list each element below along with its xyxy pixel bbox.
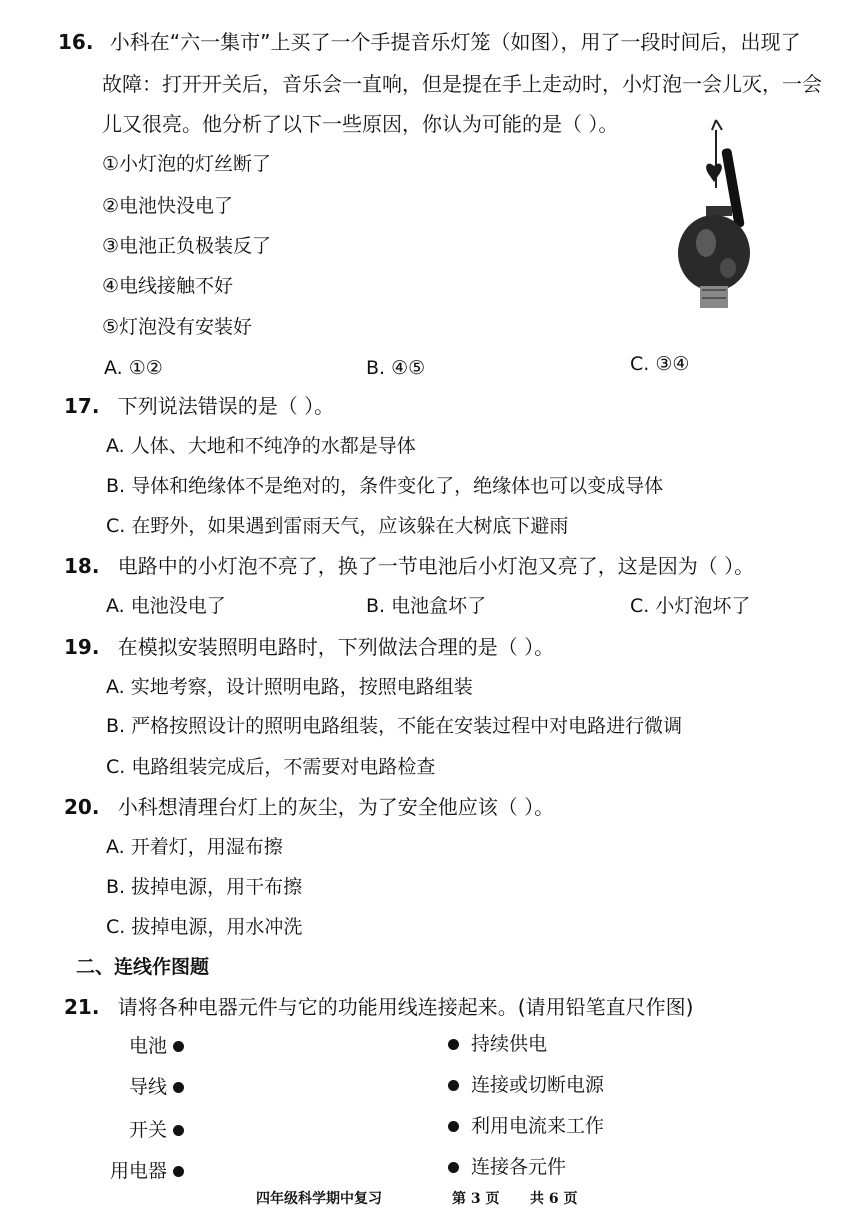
question-20-text: 小科想清理台灯上的灰尘，为了安全他应该（ ）。 [117, 795, 555, 819]
question-17-text: 下列说法错误的是（ ）。 [117, 394, 335, 418]
question-20-option-b[interactable]: B. 拔掉电源，用干布擦 [106, 876, 303, 898]
connect-dot[interactable] [448, 1039, 459, 1050]
function-item [448, 1153, 566, 1181]
question-16-option-b[interactable]: B. ④⑤ [366, 357, 426, 379]
question-20-option-c[interactable]: C. 拔掉电源，用水冲洗 [106, 916, 303, 938]
question-16-option-a[interactable]: A. ①② [104, 357, 163, 379]
question-17-option-a[interactable]: A. 人体、大地和不纯净的水都是导体 [106, 435, 416, 457]
function-item [448, 1071, 604, 1099]
component-item [64, 1116, 184, 1144]
component-item [64, 1157, 184, 1185]
function-item [448, 1030, 547, 1058]
question-16-text-1: 小科在“六一集市”上买了一个手提音乐灯笼（如图），用了一段时间后，出现了 [109, 30, 801, 54]
question-19-option-c[interactable]: C. 电路组装完成后，不需要对电路检查 [106, 756, 436, 778]
question-18-option-b[interactable]: B. 电池盒坏了 [366, 595, 487, 617]
question-21-text: 请将各种电器元件与它的功能用线连接起来。(请用铅笔直尺作图) [117, 995, 694, 1019]
reason-2: ②电池快没电了 [102, 195, 234, 217]
question-19-number: 19. [64, 635, 100, 659]
question-18-number: 18. [64, 554, 100, 578]
component-item [64, 1073, 184, 1101]
question-21-number: 21. [64, 995, 100, 1019]
component-label: 导线 [128, 1076, 167, 1098]
question-17-option-c[interactable]: C. 在野外，如果遇到雷雨天气，应该躲在大树底下避雨 [106, 515, 569, 537]
function-label: 连接各元件 [471, 1156, 567, 1178]
question-19 [64, 633, 554, 661]
question-16-number: 16. [58, 30, 94, 54]
question-17 [64, 392, 334, 420]
question-18-option-a[interactable]: A. 电池没电了 [106, 595, 226, 617]
question-21 [64, 993, 693, 1021]
question-18 [64, 552, 754, 580]
reason-4: ④电线接触不好 [102, 275, 234, 297]
function-label: 连接或切断电源 [471, 1074, 605, 1096]
question-20-option-a[interactable]: A. 开着灯，用湿布擦 [106, 836, 283, 858]
question-19-text: 在模拟安装照明电路时，下列做法合理的是（ ）。 [117, 635, 555, 659]
question-20 [64, 793, 554, 821]
question-20-number: 20. [64, 795, 100, 819]
connect-dot[interactable] [173, 1082, 184, 1093]
component-label: 用电器 [109, 1160, 167, 1182]
question-18-text: 电路中的小灯泡不亮了，换了一节电池后小灯泡又亮了，这是因为（ ）。 [117, 554, 755, 578]
question-16-text-2: 故障：打开开关后，音乐会一直响，但是提在手上走动时，小灯泡一会儿灭，一会 [102, 72, 822, 96]
footer-page-number: 第 3 页 [452, 1191, 500, 1207]
reason-5: ⑤灯泡没有安装好 [102, 316, 253, 338]
connect-dot[interactable] [173, 1125, 184, 1136]
footer-total-pages: 共 6 页 [530, 1191, 578, 1207]
component-label: 开关 [128, 1119, 167, 1141]
component-label: 电池 [128, 1035, 167, 1057]
question-16-text-3: 儿又很亮。他分析了以下一些原因，你认为可能的是（ ）。 [102, 112, 619, 136]
connect-dot[interactable] [448, 1121, 459, 1132]
component-item [64, 1032, 184, 1060]
connect-dot[interactable] [448, 1080, 459, 1091]
function-label: 利用电流来工作 [471, 1115, 605, 1137]
question-16-line1 [58, 28, 801, 56]
question-18-option-c[interactable]: C. 小灯泡坏了 [630, 595, 751, 617]
function-item [448, 1112, 604, 1140]
reason-3: ③电池正负极装反了 [102, 235, 272, 257]
reason-1: ①小灯泡的灯丝断了 [102, 153, 272, 175]
question-16-option-c[interactable]: C. ③④ [630, 353, 690, 375]
connect-dot[interactable] [173, 1041, 184, 1052]
footer-title: 四年级科学期中复习 [256, 1191, 382, 1207]
question-17-number: 17. [64, 394, 100, 418]
section-2-title: 二、连线作图题 [76, 956, 210, 978]
connect-dot[interactable] [448, 1162, 459, 1173]
connect-dot[interactable] [173, 1166, 184, 1177]
music-lantern-image [672, 118, 762, 318]
question-19-option-b[interactable]: B. 严格按照设计的照明电路组装，不能在安装过程中对电路进行微调 [106, 715, 683, 737]
question-19-option-a[interactable]: A. 实地考察，设计照明电路，按照电路组装 [106, 676, 473, 698]
question-17-option-b[interactable]: B. 导体和绝缘体不是绝对的，条件变化了，绝缘体也可以变成导体 [106, 475, 664, 497]
function-label: 持续供电 [471, 1033, 548, 1055]
